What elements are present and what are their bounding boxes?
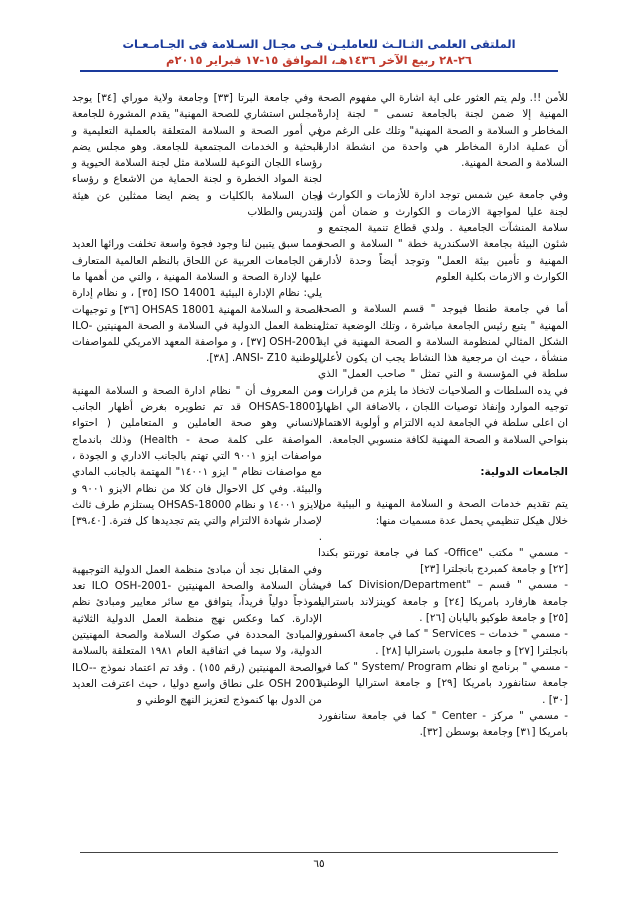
list-item: - مسمي " خدمات – Services " كما في جامعة اكسفورد بانجلترا [٢٧] و جامعة ملبورن باستراليا [٢٨] . bbox=[318, 628, 568, 657]
paragraph: - وفي جامعة البرتا [٣٣] وجامعة ولاية موراي [٣٤] يوجد "مجلس استشاري للصحة المهنية" يقدم المشورة للجامعة في أمور الصحة و السلامة المتعلقة بالعملية التعليمية و البحثية و الخدمات المجتمعية للجامعة. وهو مجلس يضم رؤساء اللجان النوعية للسلامة مثل لجنة السلامة الحيوية و لجنة المواد الخطرة و لجنة الحماية من الاشعاع و رؤساء لجان السلامة بالكليات و يضم ايضا ممثلين عن هيئة التدريس والطلاب bbox=[72, 92, 322, 219]
paragraph: ومن المعروف أن " نظام ادارة الصحة و السلامة المهنية OHSAS-18001 قد تم تطويره بغرض أظهار الجانب الانساني وهو صحة العاملين و المتعاملين ( احتواء المواصفة على كلمة صحة - Health) وذلك باندماج مواصفات ايزو ٩٠٠١ التي تهتم بالجانب الاداري و الجودة ، مع مواصفات نظام " ايزو ١٤٠٠١" المهتمة بالجانب المادي والبيئة. وفي كل الاحوال فان كلا من نظام الايزو ٩٠٠١ و الايزو ١٤٠٠١ و نظام 18000-OHSAS يستلزم طرف ثالث لإصدار شهادة الالتزام والتي يتم تجديدها كل فترة. [٣٩،٤٠] . bbox=[72, 384, 322, 544]
list-item: - مسمي " قسم – "Division/Department كما في جامعة هارفارد بامريكا [٢٤] و جامعة كوينزلاند باستراليا [٢٥] و جامعة طوكيو باليابان [٢٦] . bbox=[318, 579, 569, 625]
page-number: ٦٥ bbox=[313, 858, 325, 870]
conference-date: ٢٦-٢٨ ربيع الآخر ١٤٣٦هـ، الموافق ١٥-١٧ فبراير ٢٠١٥م bbox=[166, 53, 472, 67]
paragraph: يتم تقديم خدمات الصحة و السلامة المهنية و البيئية من خلال هيكل تنظيمي يحمل عدة مسميات منها: bbox=[318, 498, 568, 527]
footer-rule bbox=[80, 852, 558, 853]
left-column bbox=[72, 90, 322, 724]
list-item: - مسمي " برنامج او نظام System/ Program " كما في جامعة ستانفورد بامريكا [٢٩] و جامعة استراليا الوطنية [٣٠] . bbox=[318, 660, 569, 706]
conference-title: الملتقى العلمى الثـالـث للعامليـن فـى مجـال السـلامة فى الجـامـعـات bbox=[122, 37, 516, 51]
page-header bbox=[0, 36, 638, 68]
paragraph: وفي المقابل نجد أن مبادئ منظمة العمل الدولية التوجيهية بشأن السلامة والصحة المهنيتين -ILO OSH-2001 تعد نموذجاً دولياً فريداً، يتوافق مع سائر معايير ومبادئ نظم الإدارة. كما وعكس نهج منظمة العمل الدولية الثلاثية والمبادئ المحددة في صكوك السلامة والصحة المهنيتين الدولية، ولا سيما في اتفاقية العام ١٩٨١ المتعلقة بالسلامة والصحة المهنيتين (رقم ١٥٥) . وقد تم اعتماد نموذج -ILO-OSH 2001 على نطاق واسع دوليا ، حيث اعترفت العديد من الدول بها كنموذج لتعزيز النهج الوطني و bbox=[72, 563, 322, 707]
paragraph: ومما سبق يتبين لنا وجود فجوة واسعة تخلفت ورائها العديد من الجامعات العربية عن اللحاق بالنظم العالمية المتعارف عليها لإدارة الصحة و السلامة المهنية ، والتي من أهمها ما يلي: نظام الإدارة البيئية ISO 14001 [٣٥] ، و نظام إدارة الصحة و السلامة المهنية OHSAS 18001 [٣٦] و توجيهات منظمة العمل الدولية في السلامة و الصحة المهنيتين -ILO OSH-2001 [٣٧] ، و مواصفة المعهد الامريكي للمواصفات الوطنية ANSI- Z10. [٣٨]. bbox=[72, 238, 323, 365]
list-item: - مسمي " مكتب "Office- كما في جامعة تورنتو بكندا [٢٢] و جامعة كمبردج بانجلترا [٢٣] bbox=[318, 546, 569, 576]
section-heading: الجامعات الدولية: bbox=[480, 465, 568, 478]
list-item: - مسمي " مركز - Center " كما في جامعة ستانفورد بامريكا [٣١] وجامعة بوسطن [٣٢]. bbox=[318, 709, 568, 739]
paragraph: للأمن !!. ولم يتم العثور على اية اشارة الي مفهوم الصحة المهنية إلا ضمن لجنة بالجامعة تسمى " لجنة إدارة المخاطر و السلامة و الصحة المهنية" وتلك على الرغم من أن عملية ادارة المخاطر هي واحدة من انشطة ادارة السلامة و الصحة المهنية. bbox=[318, 92, 568, 170]
right-column bbox=[318, 90, 568, 740]
paragraph: وفي جامعة عين شمس توجد ادارة للأزمات و الكوارث و لجنة عليا لمواجهة الازمات و الكوارث و ضمان أمن و سلامة المنشآت الجامعية . ولدي قطاع تنمية المجتمع و شئون البيئة بجامعة الاسكندرية خطة " السلامة و الصحة المهنية و تأمين بيئة العمل" وتوجد أيضاً وحدة لأدارة الكوارث و الازمات بكلية العلوم bbox=[318, 189, 568, 283]
header-rule bbox=[80, 70, 558, 72]
paragraph: أما في جامعة طنطا فيوجد " قسم السلامة و الصحة المهنية " يتبع رئيس الجامعة مباشرة ، وتلك الوضعية تمثل الشكل المثالي لمنظومة السلامة و الصحة المهنية في اية منشأة ، حيث ان مرجعية هذا النشاط يجب ان يكون لأعلي سلطة في المؤسسة و التي تمثل " صاحب العمل" الذي في يده السلطات و الصلاحيات لاتخاذ ما يلزم من قرارات و توجيه الموارد وإنفاذ توصيات اللجان ، بالاضافة الي اظهار ان اعلى سلطة في الجامعة لديه الالتزام و أولوية الاهتمام بنواحي السلامة و الصحة المهنية لكافة منسوبي الجامعة. bbox=[318, 303, 568, 446]
